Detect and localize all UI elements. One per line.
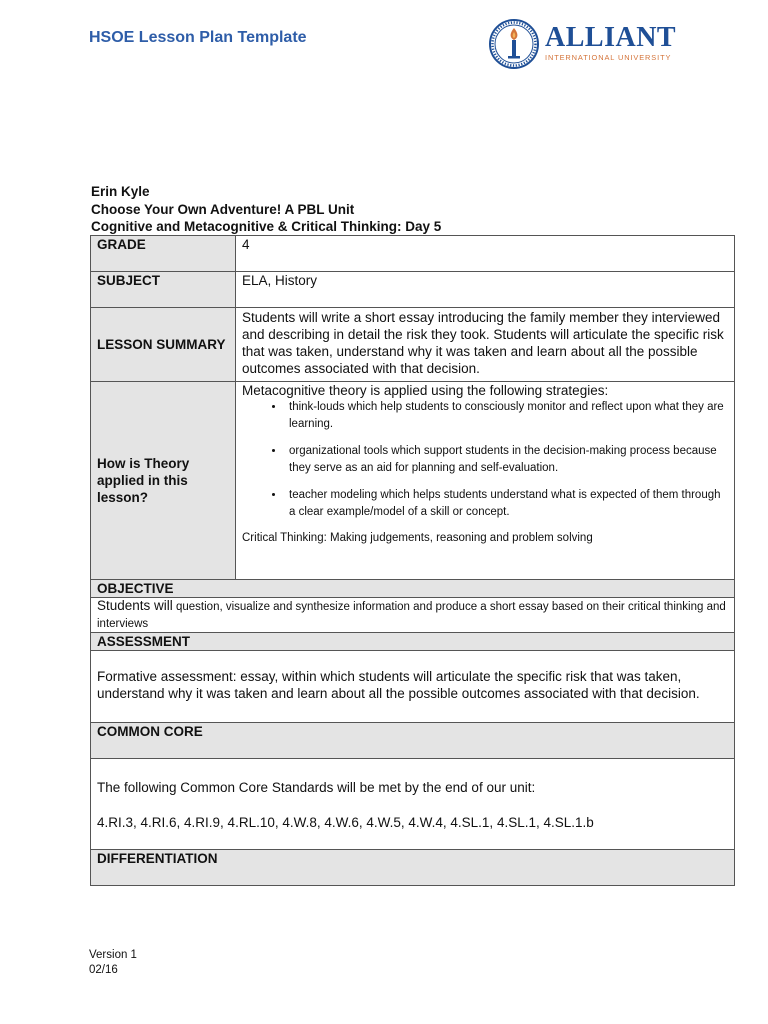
common-core-value [91, 759, 735, 850]
lesson-plan-table [90, 235, 735, 886]
common-core-label-row [91, 723, 735, 759]
differentiation-label: DIFFERENTIATION [91, 850, 735, 886]
theory-row [91, 382, 735, 580]
page-footer [89, 948, 137, 978]
grade-label: GRADE [91, 236, 236, 272]
assessment-label: ASSESSMENT [91, 633, 735, 651]
grade-value: 4 [236, 236, 735, 272]
common-core-intro: The following Common Core Standards will be met by the end of our unit: [97, 780, 536, 795]
objective-row [91, 598, 735, 633]
theory-intro: Metacognitive theory is applied using the following strategies: [242, 383, 609, 398]
author-name: Erin Kyle [91, 184, 150, 199]
document-header-title: HSOE Lesson Plan Template [89, 29, 307, 46]
strategy-item: • organizational tools which support students in the decision-making process because they serve as an aid for planning and self-evaluation. [285, 443, 728, 477]
grade-row [91, 236, 735, 272]
strategy-item: • think-louds which help students to consciously monitor and reflect upon what they are learning. [285, 399, 728, 433]
subject-row [91, 272, 735, 308]
differentiation-label-row [91, 850, 735, 886]
theory-label: How is Theory applied in this lesson? [91, 382, 236, 580]
common-core-label: COMMON CORE [91, 723, 735, 759]
assessment-label-row [91, 633, 735, 651]
common-core-standards: 4.RI.3, 4.RI.6, 4.RI.9, 4.RL.10, 4.W.8, 4.W.6, 4.W.5, 4.W.4, 4.SL.1, 4.SL.1, 4.SL.1.b [97, 815, 594, 830]
theory-value [236, 382, 735, 580]
logo-subtitle: INTERNATIONAL UNIVERSITY [545, 53, 672, 62]
lesson-info [91, 183, 441, 236]
objective-value [91, 598, 735, 633]
university-seal-icon [488, 16, 540, 72]
unit-title: Choose Your Own Adventure! A PBL Unit [91, 201, 355, 217]
strategy-item: • teacher modeling which helps students understand what is expected of them through a clear example/model of a skill or concept. [285, 487, 728, 521]
lesson-summary-row [91, 308, 735, 382]
subject-label: SUBJECT [91, 272, 236, 308]
critical-thinking-note: Critical Thinking: Making judgements, reasoning and problem solving [242, 532, 593, 544]
objective-label-row [91, 580, 735, 598]
lesson-summary-label: LESSON SUMMARY [91, 308, 236, 382]
subject-value: ELA, History [236, 272, 735, 308]
logo-wordmark: ALLIANT [545, 22, 677, 53]
assessment-value: Formative assessment: essay, within which students will articulate the specific risk that was taken, understand why it was taken and learn about all the possible outcomes associated with that decision. [91, 651, 735, 723]
lesson-topic: Cognitive and Metacognitive & Critical Thinking: Day 5 [91, 219, 442, 234]
alliant-logo [488, 16, 688, 72]
assessment-row [91, 651, 735, 723]
theory-strategy-list [242, 399, 728, 521]
lesson-summary-value: Students will write a short essay introducing the family member they interviewed and describing in detail the risk they took. Students will articulate the specific risk that was taken, understand why it was taken and learn about all the possible outcomes associated with that decision. [236, 308, 735, 382]
objective-label: OBJECTIVE [91, 580, 735, 598]
objective-text: question, visualize and synthesize information and produce a short essay based on their critical thinking and interviews [97, 601, 726, 630]
objective-lead: Students will [97, 598, 173, 613]
version-date: 02/16 [89, 964, 118, 976]
version-label: Version 1 [89, 949, 137, 961]
common-core-row [91, 759, 735, 850]
